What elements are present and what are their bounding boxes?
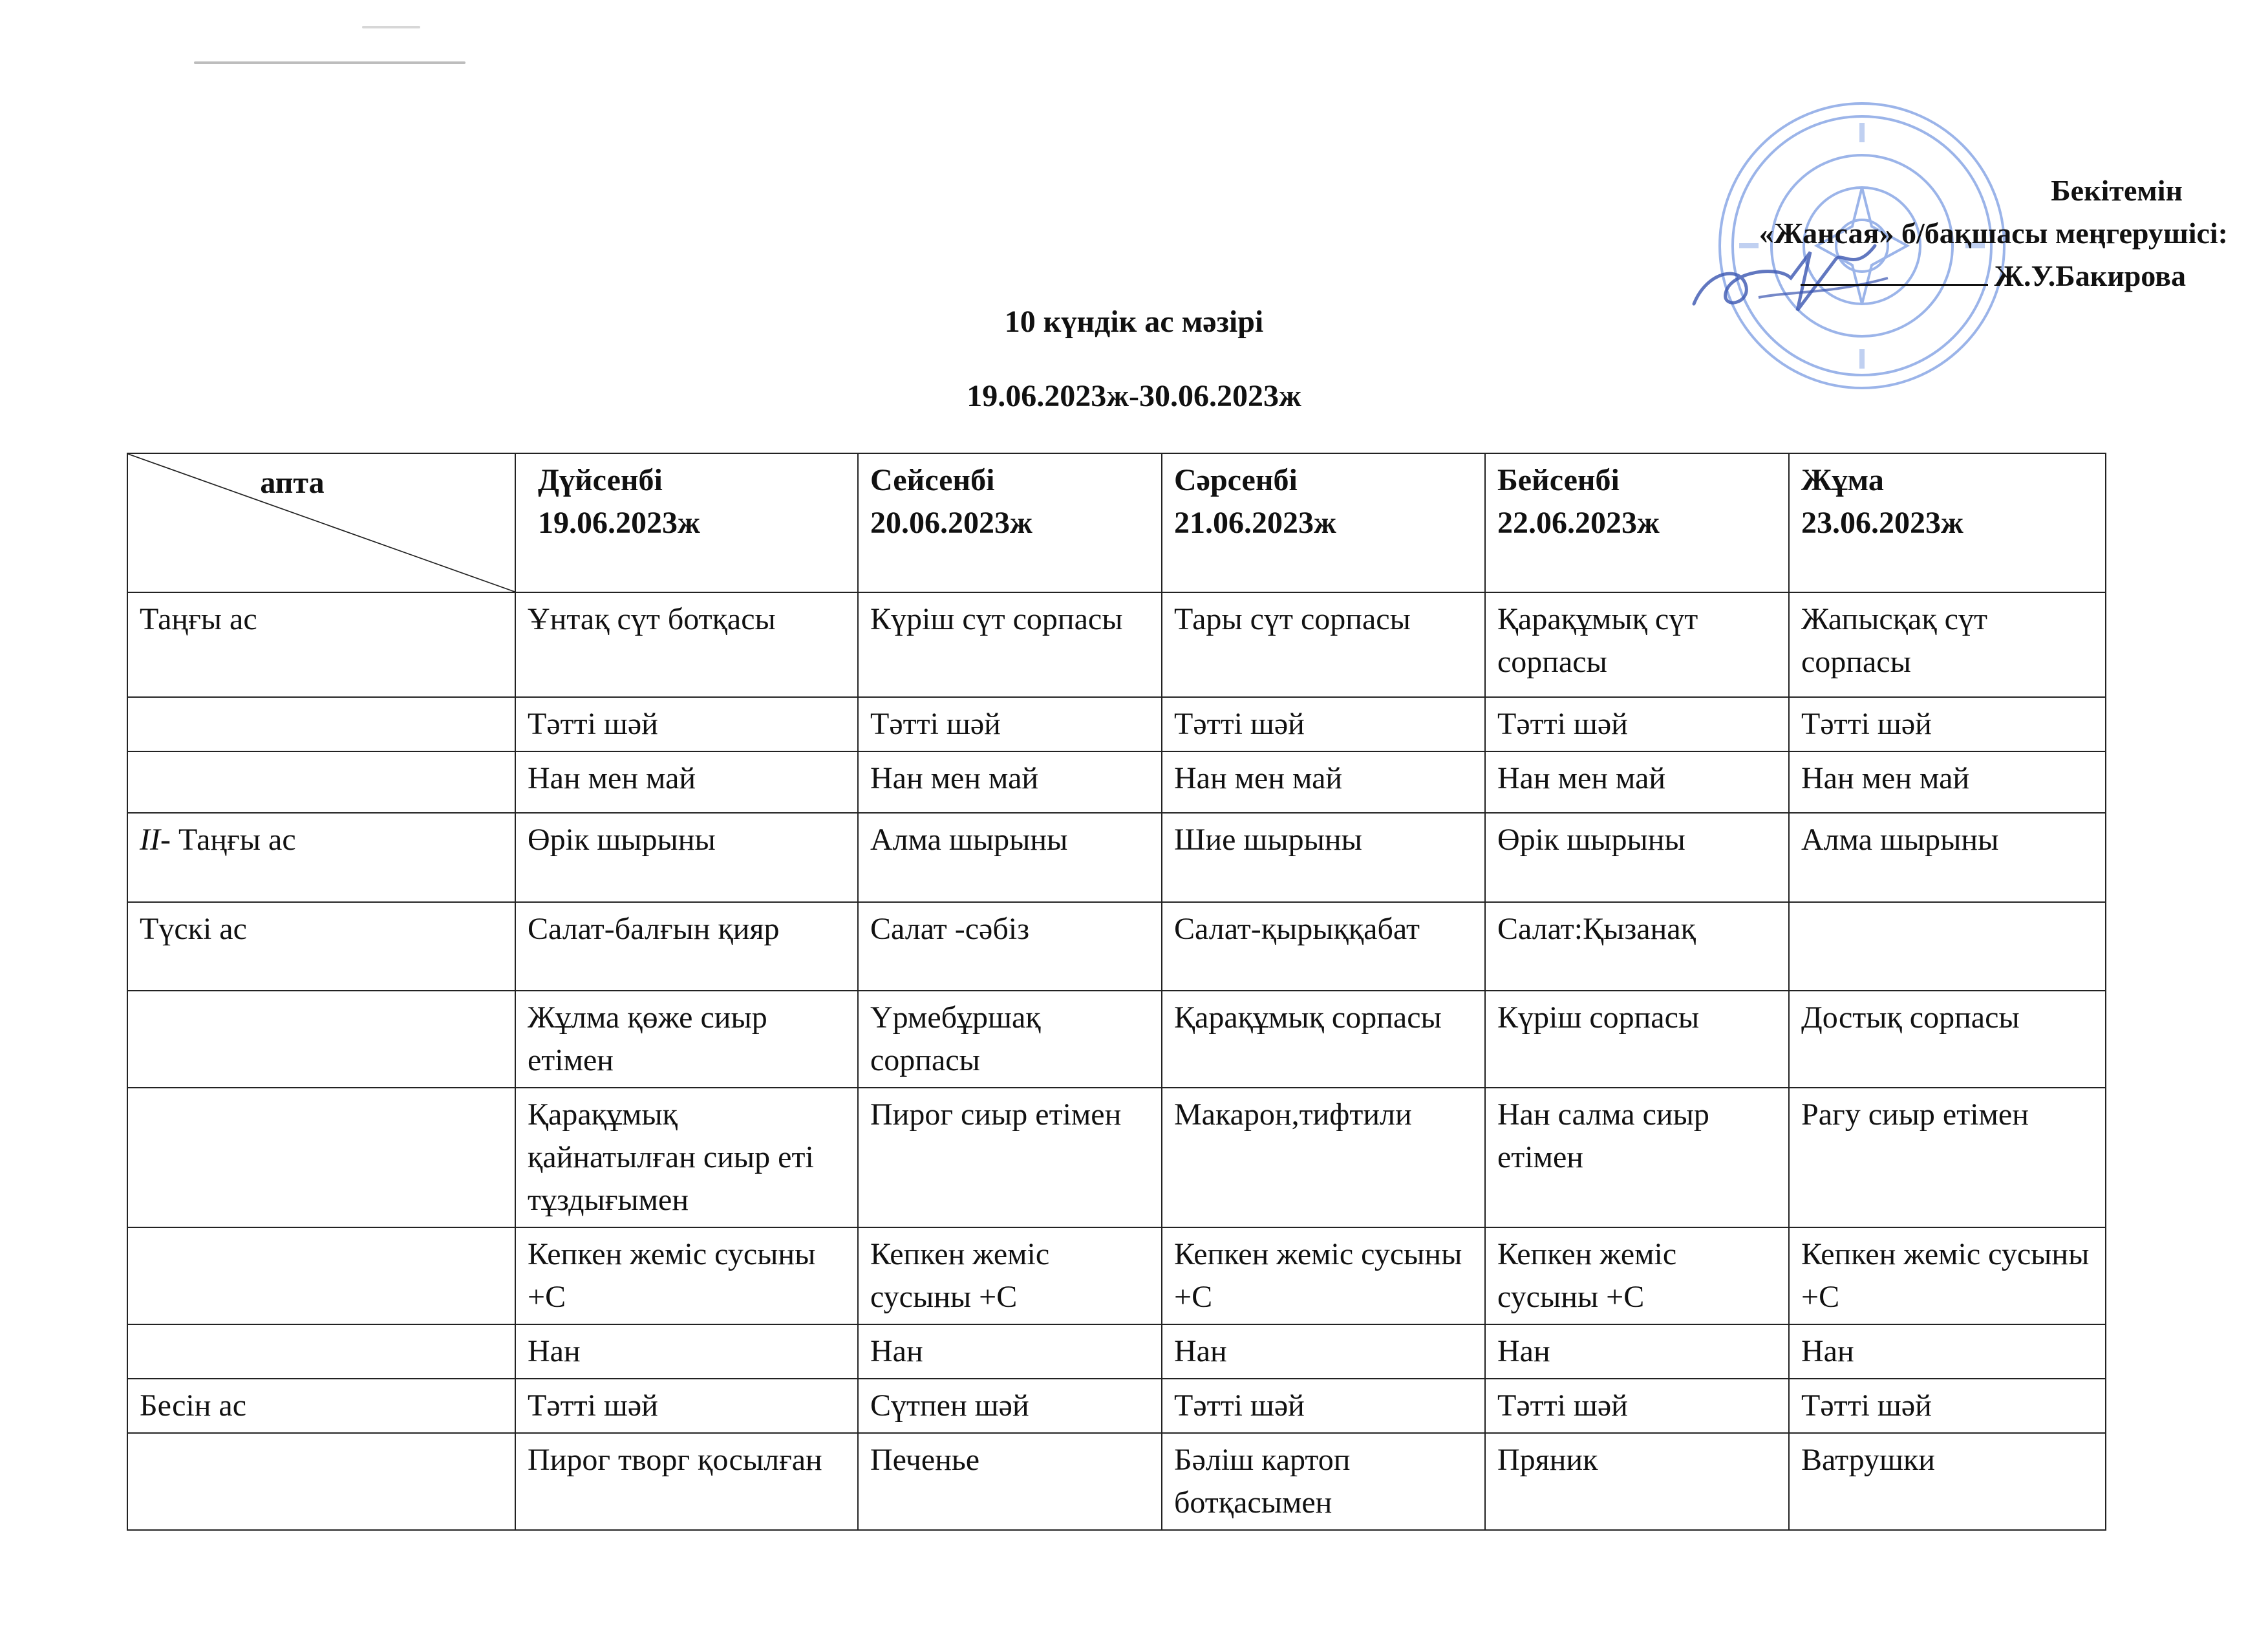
day-date: 21.06.2023ж	[1174, 506, 1336, 540]
day-header-friday	[1789, 453, 2106, 592]
menu-table	[127, 453, 2106, 1531]
approval-title: Бекітемін	[2051, 174, 2183, 207]
menu-cell: Өрік шырыны	[1485, 813, 1789, 902]
day-name: Бейсенбі	[1497, 463, 1620, 497]
menu-cell: Салат-балғын қияр	[515, 902, 858, 991]
table-row	[127, 1088, 2106, 1227]
table-row	[127, 592, 2106, 697]
menu-cell: Салат-қырыққабат	[1162, 902, 1485, 991]
menu-cell: Тәтті шәй	[1485, 1379, 1789, 1433]
menu-cell: Нан	[515, 1324, 858, 1379]
meal-label-second-breakfast	[127, 813, 515, 902]
menu-cell: Нан	[1162, 1324, 1485, 1379]
menu-cell: Макарон,тифтили	[1162, 1088, 1485, 1227]
menu-cell: Нан мен май	[858, 751, 1162, 813]
day-date: 19.06.2023ж	[538, 506, 700, 540]
day-header-monday	[515, 453, 858, 592]
menu-cell: Күріш сорпасы	[1485, 991, 1789, 1088]
table-row	[127, 1433, 2106, 1530]
table-row	[127, 1227, 2106, 1324]
table-row	[127, 1324, 2106, 1379]
corner-label: апта	[260, 466, 325, 500]
day-date: 23.06.2023ж	[1801, 506, 1963, 540]
menu-cell: Нан мен май	[1485, 751, 1789, 813]
day-header-tuesday	[858, 453, 1162, 592]
menu-cell	[1789, 902, 2106, 991]
menu-cell: Кепкен жеміс сусыны +С	[1162, 1227, 1485, 1324]
menu-cell: Пряник	[1485, 1433, 1789, 1530]
menu-cell: Кепкен жеміс сусыны +С	[1485, 1227, 1789, 1324]
meal-label-spacer	[127, 1088, 515, 1227]
day-name: Жұма	[1801, 463, 1884, 497]
day-header-thursday	[1485, 453, 1789, 592]
menu-cell: Өрік шырыны	[515, 813, 858, 902]
table-row	[127, 1379, 2106, 1433]
menu-cell: Нан салма сиыр етімен	[1485, 1088, 1789, 1227]
menu-cell: Үрмебұршақ сорпасы	[858, 991, 1162, 1088]
menu-cell: Күріш сүт сорпасы	[858, 592, 1162, 697]
corner-cell	[127, 453, 515, 592]
menu-cell: Рагу сиыр етімен	[1789, 1088, 2106, 1227]
day-date: 22.06.2023ж	[1497, 506, 1660, 540]
table-row	[127, 902, 2106, 991]
menu-cell: Алма шырыны	[1789, 813, 2106, 902]
menu-cell: Достық сорпасы	[1789, 991, 2106, 1088]
menu-cell: Қарақұмық қайнатылған сиыр еті тұздығымен	[515, 1088, 858, 1227]
signature-line	[1801, 258, 1988, 286]
meal-label-spacer	[127, 991, 515, 1088]
menu-cell: Ұнтақ сүт ботқасы	[515, 592, 858, 697]
meal-label-spacer	[127, 697, 515, 751]
meal-label-spacer	[127, 1227, 515, 1324]
day-header-wednesday	[1162, 453, 1485, 592]
menu-cell: Тәтті шәй	[1789, 1379, 2106, 1433]
meal-label-text: - Таңғы ас	[160, 823, 296, 857]
roman-numeral: II	[140, 823, 160, 857]
menu-cell: Тәтті шәй	[858, 697, 1162, 751]
menu-cell: Жапысқақ сүт сорпасы	[1789, 592, 2106, 697]
table-row	[127, 697, 2106, 751]
menu-cell: Бәліш картоп ботқасымен	[1162, 1433, 1485, 1530]
menu-cell: Нан	[1485, 1324, 1789, 1379]
menu-cell: Тәтті шәй	[1162, 1379, 1485, 1433]
menu-cell: Салат:Қызанақ	[1485, 902, 1789, 991]
menu-cell: Шие шырыны	[1162, 813, 1485, 902]
menu-cell: Тары сүт сорпасы	[1162, 592, 1485, 697]
table-row	[127, 991, 2106, 1088]
document-period: 19.06.2023ж-30.06.2023ж	[967, 379, 1301, 413]
menu-cell: Пирог творг қосылған	[515, 1433, 858, 1530]
signatory-name: Ж.У.Бакирова	[1994, 259, 2186, 292]
menu-cell: Нан мен май	[1162, 751, 1485, 813]
approval-signatory	[1759, 255, 2186, 297]
header-row	[127, 453, 2106, 592]
menu-cell: Жұлма қөже сиыр етімен	[515, 991, 858, 1088]
menu-cell: Ватрушки	[1789, 1433, 2106, 1530]
day-name: Сәрсенбі	[1174, 463, 1298, 497]
menu-cell: Тәтті шәй	[515, 1379, 858, 1433]
document-title: 10 күндік ас мәзірі	[1004, 305, 1264, 339]
meal-label-snack: Бесін ас	[127, 1379, 515, 1433]
table-row	[127, 813, 2106, 902]
menu-cell: Тәтті шәй	[1485, 697, 1789, 751]
meal-label-lunch: Түскі ас	[127, 902, 515, 991]
menu-cell: Печенье	[858, 1433, 1162, 1530]
day-name: Сейсенбі	[870, 463, 995, 497]
menu-cell: Нан мен май	[515, 751, 858, 813]
scan-mark	[362, 26, 420, 28]
meal-label-spacer	[127, 751, 515, 813]
menu-cell: Қарақұмық сүт сорпасы	[1485, 592, 1789, 697]
table-row	[127, 751, 2106, 813]
day-name: Дүйсенбі	[538, 463, 663, 497]
menu-cell: Сүтпен шәй	[858, 1379, 1162, 1433]
menu-cell: Нан	[1789, 1324, 2106, 1379]
meal-label-spacer	[127, 1433, 515, 1530]
menu-cell: Салат -сәбіз	[858, 902, 1162, 991]
approval-position: «Жансая» б/бақшасы меңгерушісі:	[1759, 217, 2228, 250]
menu-cell: Кепкен жеміс сусыны +С	[1789, 1227, 2106, 1324]
menu-cell: Алма шырыны	[858, 813, 1162, 902]
menu-cell: Нан мен май	[1789, 751, 2106, 813]
day-date: 20.06.2023ж	[870, 506, 1032, 540]
meal-label-breakfast: Таңғы ас	[127, 592, 515, 697]
menu-cell: Пирог сиыр етімен	[858, 1088, 1162, 1227]
menu-cell: Тәтті шәй	[1789, 697, 2106, 751]
menu-cell: Тәтті шәй	[515, 697, 858, 751]
menu-cell: Тәтті шәй	[1162, 697, 1485, 751]
approval-block	[1759, 169, 2228, 297]
menu-cell: Кепкен жеміс сусыны +С	[858, 1227, 1162, 1324]
meal-label-spacer	[127, 1324, 515, 1379]
scan-mark	[194, 61, 465, 64]
menu-cell: Қарақұмық сорпасы	[1162, 991, 1485, 1088]
menu-cell: Нан	[858, 1324, 1162, 1379]
menu-cell: Кепкен жеміс сусыны +С	[515, 1227, 858, 1324]
